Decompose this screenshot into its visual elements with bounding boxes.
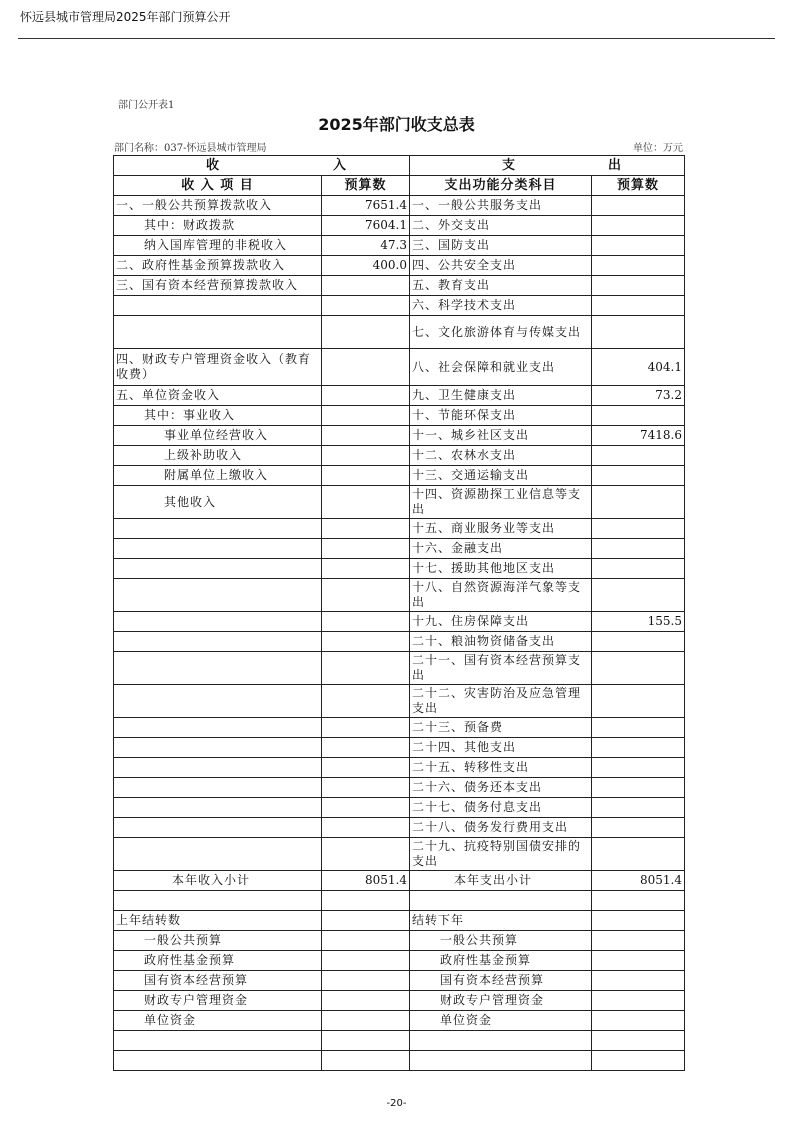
income-item-cell: 其中：事业收入 — [114, 406, 322, 426]
expense-amount-cell: 155.5 — [592, 612, 685, 632]
income-item-cell — [114, 738, 322, 758]
expense-amount-cell — [592, 196, 685, 216]
income-item-cell: 附属单位上缴收入 — [114, 466, 322, 486]
income-item-cell: 事业单位经营收入 — [114, 426, 322, 446]
empty-cell — [114, 891, 322, 911]
carry-expense-amount — [592, 911, 685, 931]
income-item-cell: 二、政府性基金预算拨款收入 — [114, 256, 322, 276]
empty-cell — [592, 1031, 685, 1051]
expense-group-header: 支 出 — [410, 156, 685, 176]
empty-cell — [322, 1051, 410, 1071]
expense-amount-cell — [592, 236, 685, 256]
carry-expense-cell: 一般公共预算 — [410, 931, 592, 951]
expense-item-cell: 十、节能环保支出 — [410, 406, 592, 426]
income-amount-cell — [322, 718, 410, 738]
income-amount-cell: 47.3 — [322, 236, 410, 256]
table-row — [114, 296, 685, 316]
header-divider — [18, 38, 775, 39]
empty-row — [114, 1051, 685, 1071]
carry-expense-cell: 单位资金 — [410, 1011, 592, 1031]
expense-item-cell: 二十四、其他支出 — [410, 738, 592, 758]
income-item-cell: 纳入国库管理的非税收入 — [114, 236, 322, 256]
income-amount-cell — [322, 386, 410, 406]
expense-amount-cell — [592, 838, 685, 871]
expense-item-cell: 三、国防支出 — [410, 236, 592, 256]
table-row — [114, 196, 685, 216]
empty-cell — [322, 1031, 410, 1051]
income-item-cell: 一、一般公共预算拨款收入 — [114, 196, 322, 216]
income-item-cell — [114, 316, 322, 349]
carry-row — [114, 931, 685, 951]
expense-amount-cell — [592, 466, 685, 486]
income-item-cell: 其中：财政拨款 — [114, 216, 322, 236]
expense-item-cell: 二十三、预备费 — [410, 718, 592, 738]
table-row — [114, 256, 685, 276]
income-item-cell: 其他收入 — [114, 486, 322, 519]
carry-row — [114, 991, 685, 1011]
income-amount-cell — [322, 632, 410, 652]
carry-income-amount — [322, 931, 410, 951]
income-amount-cell: 7604.1 — [322, 216, 410, 236]
income-amount-cell — [322, 276, 410, 296]
income-item-cell: 上级补助收入 — [114, 446, 322, 466]
empty-cell — [410, 1051, 592, 1071]
income-item-cell: 四、财政专户管理资金收入（教育收费） — [114, 349, 322, 386]
expense-amount-cell — [592, 758, 685, 778]
col-expense-item: 支出功能分类科目 — [410, 176, 592, 196]
expense-amount-cell — [592, 256, 685, 276]
income-item-cell — [114, 652, 322, 685]
expense-amount-cell — [592, 685, 685, 718]
table-row — [114, 559, 685, 579]
income-item-cell — [114, 685, 322, 718]
income-amount-cell — [322, 818, 410, 838]
table-row — [114, 519, 685, 539]
income-item-cell — [114, 798, 322, 818]
table-row — [114, 778, 685, 798]
income-amount-cell — [322, 296, 410, 316]
income-amount-cell — [322, 738, 410, 758]
carry-expense-amount — [592, 1011, 685, 1031]
expense-item-cell: 十九、住房保障支出 — [410, 612, 592, 632]
expense-item-cell: 十五、商业服务业等支出 — [410, 519, 592, 539]
expense-amount-cell — [592, 316, 685, 349]
carry-income-cell: 一般公共预算 — [114, 931, 322, 951]
empty-cell — [410, 1031, 592, 1051]
income-amount-cell — [322, 316, 410, 349]
income-amount-cell: 400.0 — [322, 256, 410, 276]
carry-income-amount — [322, 971, 410, 991]
income-item-cell — [114, 539, 322, 559]
carry-income-cell: 财政专户管理资金 — [114, 991, 322, 1011]
table-row — [114, 446, 685, 466]
income-item-cell: 五、单位资金收入 — [114, 386, 322, 406]
table-row — [114, 236, 685, 256]
subtotal-row — [114, 871, 685, 891]
carry-expense-cell: 结转下年 — [410, 911, 592, 931]
income-amount-cell — [322, 579, 410, 612]
table-row — [114, 406, 685, 426]
expense-item-cell: 五、教育支出 — [410, 276, 592, 296]
expense-amount-cell — [592, 798, 685, 818]
empty-row — [114, 1031, 685, 1051]
table-row — [114, 466, 685, 486]
expense-amount-cell — [592, 296, 685, 316]
budget-table — [113, 155, 685, 1071]
expense-amount-cell — [592, 579, 685, 612]
income-item-cell — [114, 718, 322, 738]
carry-income-amount — [322, 911, 410, 931]
expense-amount-cell: 404.1 — [592, 349, 685, 386]
income-item-cell — [114, 296, 322, 316]
col-income-amount: 预算数 — [322, 176, 410, 196]
carry-expense-cell: 政府性基金预算 — [410, 951, 592, 971]
expense-amount-cell — [592, 446, 685, 466]
expense-item-cell: 八、社会保障和就业支出 — [410, 349, 592, 386]
expense-amount-cell — [592, 486, 685, 519]
carry-expense-amount — [592, 931, 685, 951]
expense-item-cell: 十六、金融支出 — [410, 539, 592, 559]
department-name: 部门名称：037-怀远县城市管理局 — [114, 143, 267, 154]
expense-amount-cell — [592, 539, 685, 559]
expense-amount-cell — [592, 632, 685, 652]
column-header-row — [114, 176, 685, 196]
income-item-cell — [114, 778, 322, 798]
income-subtotal-amount: 8051.4 — [322, 871, 410, 891]
table-row — [114, 818, 685, 838]
expense-item-cell: 四、公共安全支出 — [410, 256, 592, 276]
document-header: 怀远县城市管理局2025年部门预算公开 — [20, 10, 231, 24]
income-amount-cell — [322, 519, 410, 539]
unit-label: 单位：万元 — [633, 143, 683, 154]
expense-item-cell: 十三、交通运输支出 — [410, 466, 592, 486]
expense-amount-cell — [592, 406, 685, 426]
expense-amount-cell — [592, 216, 685, 236]
income-subtotal-label: 本年收入小计 — [114, 871, 322, 891]
table-row — [114, 349, 685, 386]
empty-row — [114, 891, 685, 911]
carry-expense-cell: 财政专户管理资金 — [410, 991, 592, 1011]
income-item-cell — [114, 818, 322, 838]
income-group-header: 收 入 — [114, 156, 410, 176]
carry-expense-amount — [592, 971, 685, 991]
expense-amount-cell: 7418.6 — [592, 426, 685, 446]
carry-income-cell: 政府性基金预算 — [114, 951, 322, 971]
table-row — [114, 539, 685, 559]
income-amount-cell — [322, 349, 410, 386]
income-amount-cell — [322, 466, 410, 486]
carry-income-amount — [322, 951, 410, 971]
expense-amount-cell — [592, 276, 685, 296]
table-row — [114, 216, 685, 236]
expense-item-cell: 二十一、国有资本经营预算支出 — [410, 652, 592, 685]
income-item-cell — [114, 632, 322, 652]
table-row — [114, 685, 685, 718]
expense-amount-cell — [592, 519, 685, 539]
expense-item-cell: 二十九、抗疫特别国债安排的支出 — [410, 838, 592, 871]
carry-row — [114, 911, 685, 931]
carry-row — [114, 951, 685, 971]
expense-amount-cell — [592, 652, 685, 685]
carry-income-amount — [322, 991, 410, 1011]
empty-cell — [322, 891, 410, 911]
table-row — [114, 316, 685, 349]
table-row — [114, 798, 685, 818]
table-row — [114, 386, 685, 406]
carry-expense-amount — [592, 991, 685, 1011]
expense-item-cell: 二、外交支出 — [410, 216, 592, 236]
group-header-row — [114, 156, 685, 176]
expense-item-cell: 十二、农林水支出 — [410, 446, 592, 466]
expense-item-cell: 十一、城乡社区支出 — [410, 426, 592, 446]
income-item-cell — [114, 519, 322, 539]
expense-amount-cell — [592, 778, 685, 798]
expense-item-cell: 六、科学技术支出 — [410, 296, 592, 316]
income-amount-cell — [322, 426, 410, 446]
table-row — [114, 718, 685, 738]
expense-subtotal-label: 本年支出小计 — [410, 871, 592, 891]
income-item-cell — [114, 838, 322, 871]
expense-item-cell: 二十八、债务发行费用支出 — [410, 818, 592, 838]
expense-item-cell: 一、一般公共服务支出 — [410, 196, 592, 216]
expense-amount-cell: 73.2 — [592, 386, 685, 406]
form-number: 部门公开表1 — [118, 100, 175, 111]
income-amount-cell — [322, 798, 410, 818]
table-row — [114, 612, 685, 632]
expense-item-cell: 二十五、转移性支出 — [410, 758, 592, 778]
table-row — [114, 652, 685, 685]
income-item-cell — [114, 758, 322, 778]
carry-row — [114, 1011, 685, 1031]
income-item-cell — [114, 559, 322, 579]
table-row — [114, 738, 685, 758]
empty-cell — [114, 1051, 322, 1071]
income-amount-cell — [322, 406, 410, 426]
carry-expense-amount — [592, 951, 685, 971]
table-row — [114, 579, 685, 612]
income-amount-cell — [322, 446, 410, 466]
carry-income-amount — [322, 1011, 410, 1031]
empty-cell — [592, 1051, 685, 1071]
col-income-item: 收 入 项 目 — [114, 176, 322, 196]
table-row — [114, 838, 685, 871]
income-item-cell — [114, 579, 322, 612]
carry-income-cell: 单位资金 — [114, 1011, 322, 1031]
expense-item-cell: 二十七、债务付息支出 — [410, 798, 592, 818]
expense-item-cell: 二十、粮油物资储备支出 — [410, 632, 592, 652]
empty-cell — [410, 891, 592, 911]
expense-item-cell: 七、文化旅游体育与传媒支出 — [410, 316, 592, 349]
income-item-cell: 三、国有资本经营预算拨款收入 — [114, 276, 322, 296]
col-expense-amount: 预算数 — [592, 176, 685, 196]
table-row — [114, 632, 685, 652]
carry-income-cell: 上年结转数 — [114, 911, 322, 931]
expense-amount-cell — [592, 818, 685, 838]
table-row — [114, 426, 685, 446]
carry-expense-cell: 国有资本经营预算 — [410, 971, 592, 991]
expense-item-cell: 十四、资源勘探工业信息等支出 — [410, 486, 592, 519]
table-row — [114, 276, 685, 296]
expense-amount-cell — [592, 718, 685, 738]
income-amount-cell: 7651.4 — [322, 196, 410, 216]
income-item-cell — [114, 612, 322, 632]
income-amount-cell — [322, 612, 410, 632]
expense-item-cell: 十七、援助其他地区支出 — [410, 559, 592, 579]
income-amount-cell — [322, 685, 410, 718]
expense-amount-cell — [592, 738, 685, 758]
expense-amount-cell — [592, 559, 685, 579]
expense-item-cell: 二十二、灾害防治及应急管理支出 — [410, 685, 592, 718]
income-amount-cell — [322, 838, 410, 871]
income-amount-cell — [322, 758, 410, 778]
table-row — [114, 486, 685, 519]
income-amount-cell — [322, 486, 410, 519]
expense-item-cell: 十八、自然资源海洋气象等支出 — [410, 579, 592, 612]
income-amount-cell — [322, 559, 410, 579]
expense-item-cell: 九、卫生健康支出 — [410, 386, 592, 406]
page-title: 2025年部门收支总表 — [318, 115, 475, 134]
expense-item-cell: 二十六、债务还本支出 — [410, 778, 592, 798]
income-amount-cell — [322, 539, 410, 559]
empty-cell — [592, 891, 685, 911]
carry-income-cell: 国有资本经营预算 — [114, 971, 322, 991]
page-number: -20- — [386, 1098, 407, 1109]
carry-row — [114, 971, 685, 991]
table-row — [114, 758, 685, 778]
income-amount-cell — [322, 652, 410, 685]
expense-subtotal-amount: 8051.4 — [592, 871, 685, 891]
income-amount-cell — [322, 778, 410, 798]
empty-cell — [114, 1031, 322, 1051]
